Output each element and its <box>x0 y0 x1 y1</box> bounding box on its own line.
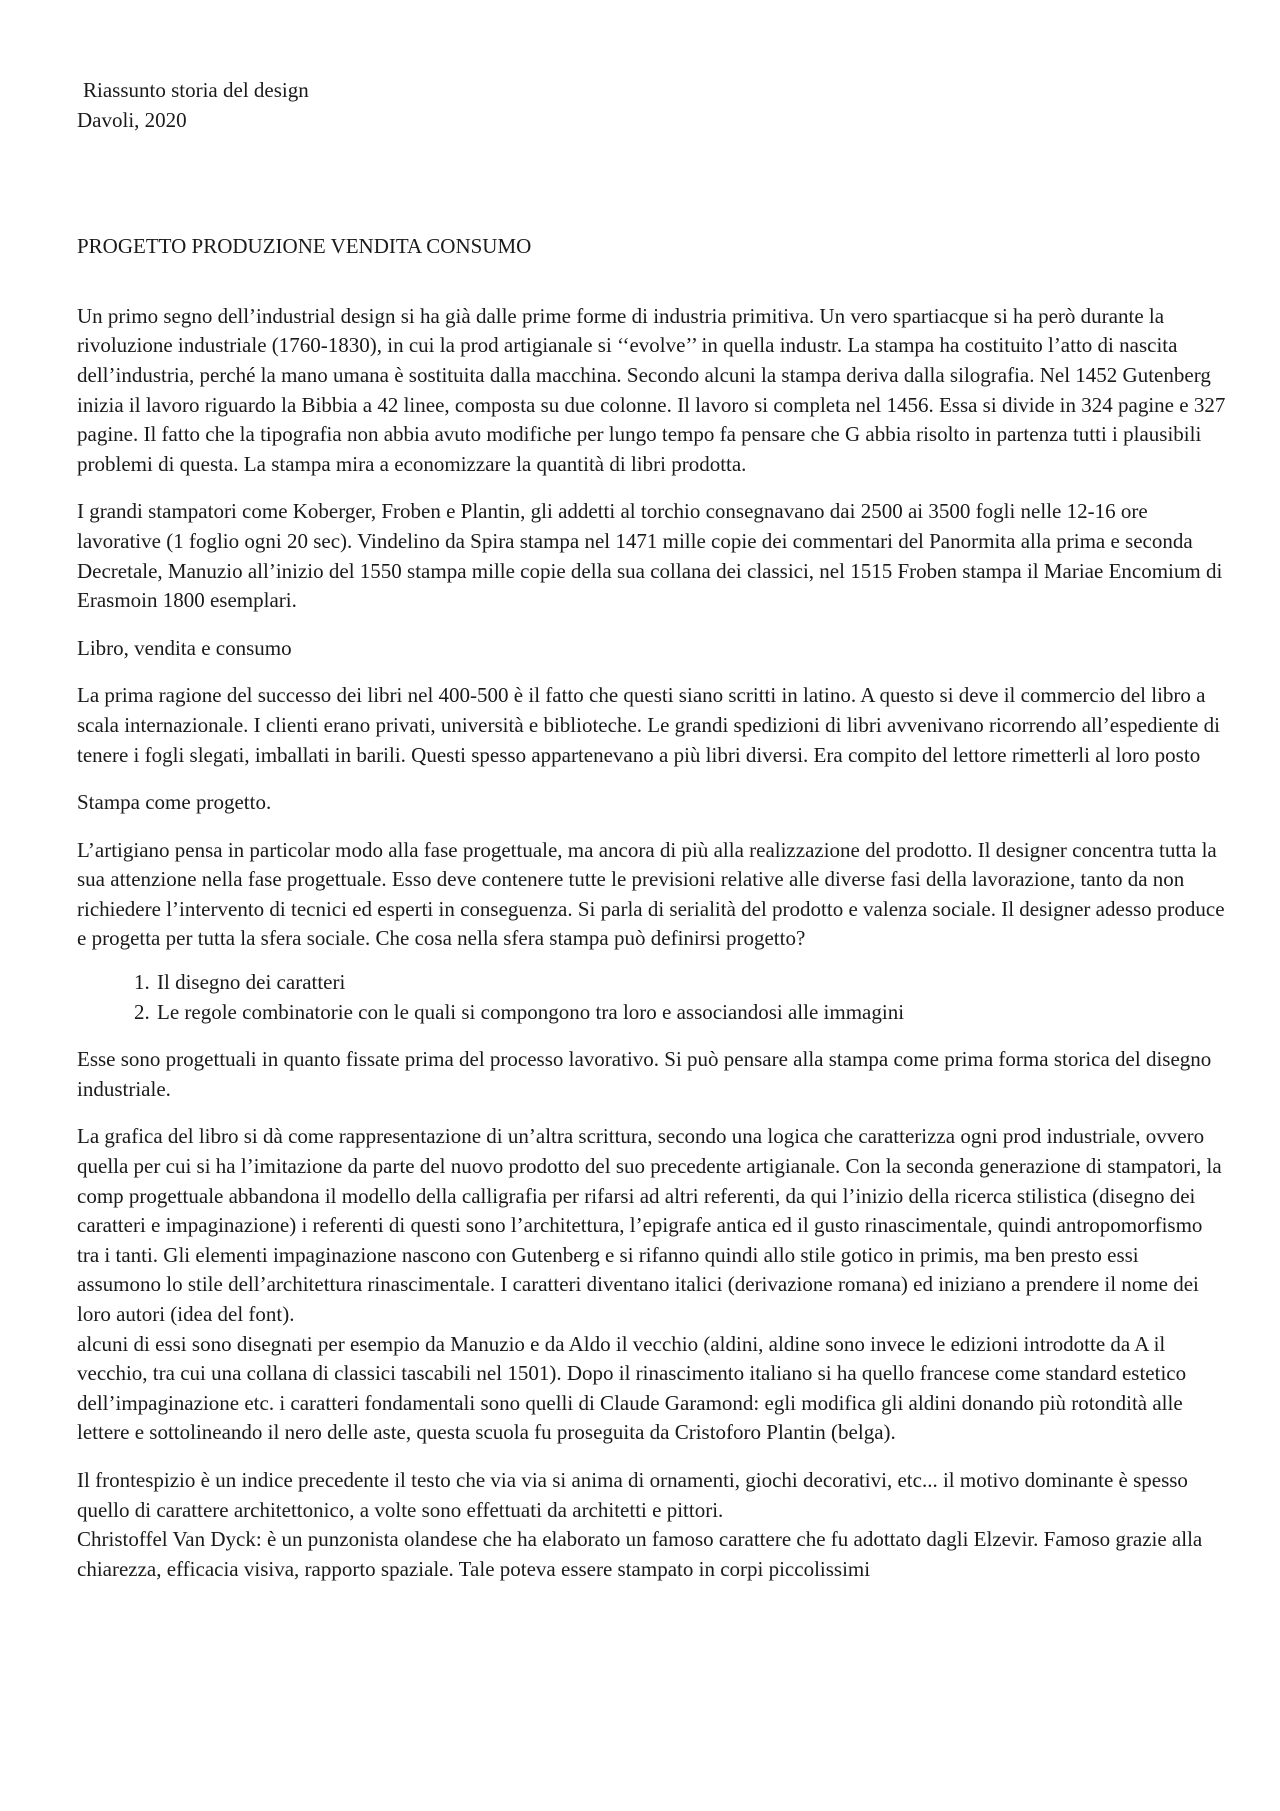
paragraph-intro: Un primo segno dell’industrial design si ha già dalle prime forme di industria primitiva. Un vero spartiacque si ha però durante la rivoluzione industriale (1760-1830), in cui la prod artigianale si ‘‘evolve’’ in quella industr. La stampa ha costituito l’atto di nascita dell’industria, perché la mano umana è sostituita dalla macchina. Secondo alcuni la stampa deriva dalla silografia. Nel 1452 Gutenberg inizia il lavoro riguardo la Bibbia a 42 linee, composta su due colonne. Il lavoro si completa nel 1456. Essa si divide in 324 pagine e 327 pagine. Il fatto che la tipografia non abbia avuto modifiche per lungo tempo fa pensare che G abbia risolto in partenza tutti i plausibili problemi di questa. La stampa mira a economizzare la quantità di libri prodotta. <box>77 303 1226 476</box>
document-page <box>77 76 1227 1584</box>
paragraph-progettuali: Esse sono progettuali in quanto fissate prima del processo lavorativo. Si può pensare alla stampa come prima forma storica del disegno industriale. <box>77 1047 1212 1101</box>
author-year: Davoli, 2020 <box>77 107 187 132</box>
subheading-stampa: Stampa come progetto. <box>77 790 272 815</box>
paragraph-frontespizio: Il frontespizio è un indice precedente il testo che via via si anima di ornamenti, giochi decorativi, etc... il motivo dominante è spesso quello di carattere architettonico, a volte sono effettuati da architetti e pittori. <box>77 1467 1188 1522</box>
paragraph-success: La prima ragione del successo dei libri nel 400-500 è il fatto che questi siano scritti in latino. A questo si deve il commercio del libro a scala internazionale. I clienti erano privati, università e biblioteche. Le grandi spedizioni di libri avvenivano ricorrendo all’espediente di tenere i fogli slegati, imballati in barili. Questi spesso appartenevano a più libri diversi. Era compito del lettore rimetterli al loro posto <box>77 683 1220 767</box>
paragraph-artisan: L’artigiano pensa in particolar modo alla fase progettuale, ma ancora di più alla realizzazione del prodotto. Il designer concentra tutta la sua attenzione nella fase progettuale. Esso deve contenere tutte le previsioni relative alle diverse fasi della lavorazione, tanto da non richiedere l’intervento di tecnici ed esperti in conseguenza. Si parla di serialità del prodotto e valenza sociale. Il designer adesso produce e progetta per tutta la sfera sociale. Che cosa nella sfera stampa può definirsi progetto? <box>77 837 1225 951</box>
paragraph-aldini: alcuni di essi sono disegnati per esempio da Manuzio e da Aldo il vecchio (aldini, aldine sono invece le edizioni introdotte da A il vecchio, tra cui una collana di classici tascabili nel 1501). Dopo il rinascimento italiano si ha quello francese come standard estetico dell’impaginazione etc. i caratteri fondamentali sono quelli di Claude Garamond: egli modifica gli aldini donando più rotondità alle lettere e sottolineando il nero delle aste, questa scuola fu proseguita da Cristoforo Plantin (belga). <box>77 1331 1187 1445</box>
list-item: 1. Il disegno dei caratteri <box>155 968 1227 998</box>
subheading-libro: Libro, vendita e consumo <box>77 635 292 660</box>
document-title: Riassunto storia del design <box>83 78 309 102</box>
section-heading: PROGETTO PRODUZIONE VENDITA CONSUMO <box>77 234 532 259</box>
paragraph-printers: I grandi stampatori come Koberger, Froben e Plantin, gli addetti al torchio consegnavano dai 2500 ai 3500 fogli nelle 12-16 ore lavorative (1 foglio ogni 20 sec). Vindelino da Spira stampa nel 1471 mille copie dei commentari del Panormita alla prima e seconda Decretale, Manuzio all’inizio del 1550 stampa mille copie della sua collana dei classici, nel 1515 Froben stampa il Mariae Encomium di Erasmoin 1800 esemplari. <box>77 499 1223 613</box>
paragraph-van-dyck: Christoffel Van Dyck: è un punzonista olandese che ha elaborato un famoso carattere che fu adottato dagli Elzevir. Famoso grazie alla chiarezza, efficacia visiva, rapporto spaziale. Tale poteva essere stampato in corpi piccolissimi <box>77 1527 1203 1581</box>
paragraph-grafica: La grafica del libro si dà come rappresentazione di un’altra scrittura, secondo una logica che caratterizza ogni prod industriale, ovvero quella per cui si ha l’imitazione da parte del nuovo prodotto del suo precedente artigianale. Con la seconda generazione di stampatori, la comp progettuale abbandona il modello della calligrafia per rifarsi ad altri referenti, da qui l’inizio della ricerca stilistica (disegno dei caratteri e impaginazione) i referenti di questi sono l’architettura, l’epigrafe antica ed il gusto rinascimentale, quindi antropomorfismo tra i tanti. Gli elementi impaginazione nascono con Gutenberg e si rifanno quindi allo stile gotico in primis, ma ben presto essi assumono lo stile dell’architettura rinascimentale. I caratteri diventano italici (derivazione romana) ed iniziano a prendere il nome dei loro autori (idea del font). <box>77 1124 1222 1326</box>
numbered-list <box>77 968 1227 1027</box>
list-item: 2. Le regole combinatorie con le quali si compongono tra loro e associandosi alle immagini <box>155 998 1227 1028</box>
